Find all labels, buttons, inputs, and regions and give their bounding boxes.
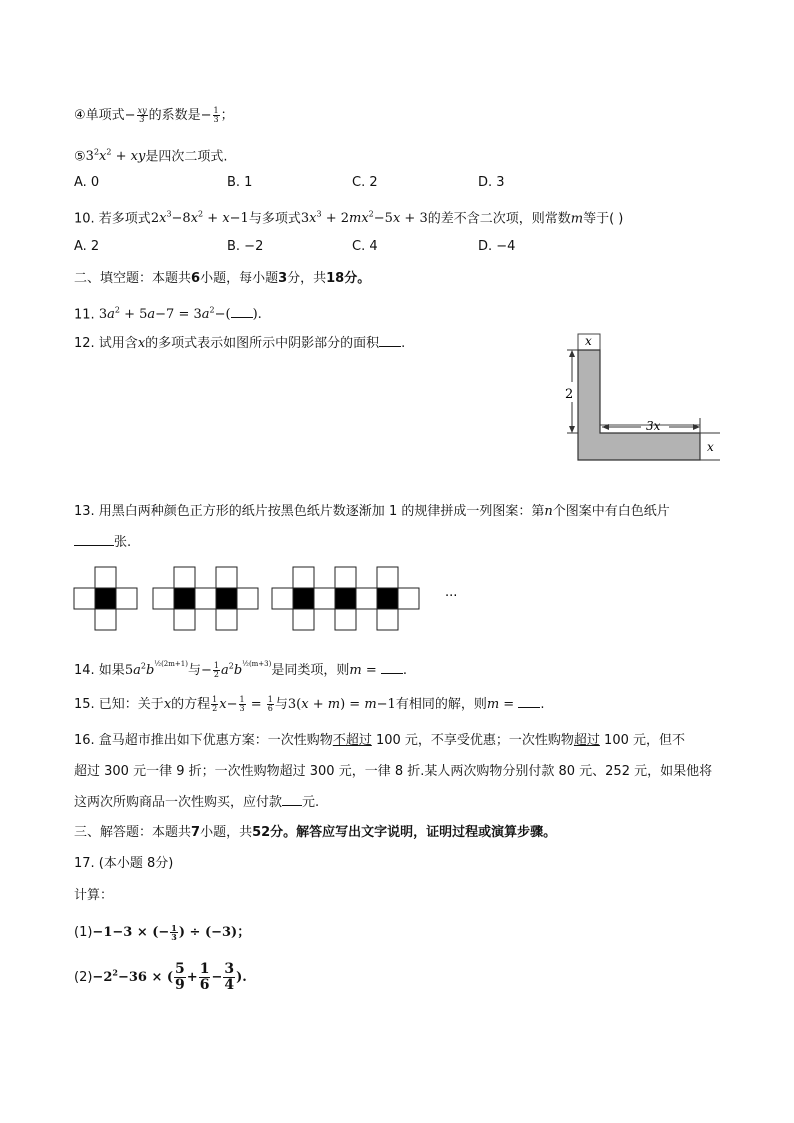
section2-total: 18 (326, 271, 345, 286)
fraction-1-over-3: $\frac{1}{3}$ (213, 106, 219, 124)
q9-item-5 (74, 143, 227, 167)
q16-line1-d: 超过 (573, 733, 600, 748)
q16-line2: 超过 300 元一律 9 折；一次性购物超过 300 元，一律 8 折.某人两次购物分别付款 80 元、252 元，如果他将 (74, 764, 713, 779)
q16-line1-a: 16. 盒马超市推出如下优惠方案：一次性购物 (74, 733, 333, 748)
fraction-xy-over-3: $\frac{xy}{3}$ (137, 106, 147, 124)
arrow-down-icon (569, 426, 575, 433)
answer-blank[interactable] (231, 304, 253, 318)
answer-blank[interactable] (518, 694, 540, 708)
expr-q17-p1: −1−3 × (− $\frac{1}{3}$ ) ÷ (−3)； (92, 923, 251, 942)
q15-mid: 的方程 (171, 697, 211, 712)
q17-p1-label: (1) (74, 925, 93, 940)
q10-end: 的差不含二次项，则常数 (427, 211, 571, 227)
section3-total: 52 (252, 825, 271, 840)
q17-p2-label: (2) (74, 970, 93, 985)
q9-item5-prefix: ⑤ (74, 149, 86, 165)
label-3x: 3x (646, 419, 661, 433)
q17-instruction: 计算： (74, 888, 114, 903)
section2-end: 分。 (344, 271, 371, 286)
section3-end: 分。解答应写出文字说明，证明过程或演算步骤。 (270, 825, 557, 840)
q9-option-d: D. 3 (478, 175, 505, 190)
q9-option-a: A. 0 (74, 175, 100, 190)
label-2: 2 (565, 387, 574, 402)
answer-blank[interactable] (282, 792, 302, 806)
expr-q17-p2: $-2^2-36$ × ( $\frac{5}{9}$ + $\frac{1}{6}$ − $\frac{3}{4}$ ). (92, 961, 247, 993)
q10-mid: 与多项式 (248, 211, 301, 227)
label-x-top: x (585, 334, 592, 348)
q16-line-3 (74, 792, 319, 813)
q16-line-2 (74, 762, 712, 782)
section2-mid2: 分，共 (287, 271, 327, 286)
q16-line1-c: 100 元，不享受优惠；一次性购物 (371, 733, 574, 748)
q15-prefix: 15. 已知：关于 (74, 697, 164, 712)
q17-title: 17. (本小题 8分) (74, 856, 174, 871)
q15-mid2: 与 (274, 697, 288, 712)
q9-option-c: C. 2 (352, 175, 378, 190)
q9-item5-end: 是四次二项式. (145, 149, 228, 165)
q14-mid: 与 (187, 663, 201, 678)
q16-line1-e: 100 元，但不 (599, 733, 685, 748)
q14-prefix: 14. 如果 (74, 663, 125, 678)
q10-option-a: A. 2 (74, 239, 100, 254)
q15: 15. 已知：关于x的方程 $\frac{1}{2}$ x− $\frac{1}{3}$ = $\frac{1}{6}$ 与3(x + m) = m−1有相同的解，则m = . (74, 695, 545, 713)
q17-part-2 (74, 962, 247, 993)
q12-var: x (137, 336, 146, 351)
q16-line-1 (74, 731, 685, 751)
q9-item4-prefix: ④单项式 (74, 108, 125, 123)
answer-blank[interactable] (74, 532, 114, 546)
q11 (74, 301, 262, 325)
expr-q14-term1: $5a^2b^{\frac{1}{2}(2m+1)}$ (124, 660, 188, 678)
q13-line-1 (74, 502, 670, 522)
section3-count: 7 (191, 825, 201, 840)
section2-points: 3 (278, 271, 288, 286)
answer-blank[interactable] (379, 333, 401, 347)
pattern-1 (74, 567, 137, 630)
q11-prefix: 11. (74, 307, 99, 323)
q10-prefix: 10. 若多项式 (74, 211, 151, 227)
q15-var: x (163, 697, 172, 712)
q10-stem (74, 205, 623, 229)
q17-part-1 (74, 923, 250, 943)
answer-blank[interactable] (381, 660, 403, 674)
q10-option-d: D. −4 (478, 239, 516, 254)
q16-line3-a: 这两次所购商品一次性购买，应付款 (74, 795, 283, 810)
q9-item4-end: ； (220, 108, 234, 123)
q13-line1-end: 个图案中有白色纸片 (552, 504, 670, 519)
q15-tail: . (540, 697, 545, 712)
q13-line-2 (74, 532, 131, 553)
q16-line3-b: 元. (302, 795, 320, 810)
shaded-region (578, 350, 700, 460)
expr-q15-eq2: 3(x + m) = m−1 (287, 697, 396, 712)
q10-var: m (570, 211, 584, 227)
expr-q11: $3a^2 + 5a-7 = 3a^2-$( ). (98, 306, 262, 323)
ellipsis: ··· (445, 589, 458, 604)
q16-line1-b: 不超过 (332, 733, 372, 748)
q14-end: 是同类项，则 (271, 663, 350, 678)
q15-end: 有相同的解，则 (395, 697, 487, 712)
expr-q14-term2: − $\frac{1}{2}$ $a^2b^{\frac{1}{2}(m+3)}$ (200, 660, 272, 679)
q14: 14. 如果$5a^2b^{\frac{1}{2}(2m+1)}$与− $\frac{1}{2}$ $a^2b^{\frac{1}{2}(m+3)}$是同类项，则m = . (74, 660, 408, 679)
q12-end: . (401, 336, 406, 351)
q12 (74, 333, 405, 354)
q13-line1-text: 13. 用黑白两种颜色正方形的纸片按黑色纸片数逐渐加 1 的规律拼成一列图案：第 (74, 504, 545, 519)
label-x-right: x (707, 440, 714, 454)
q12-text: 12. 试用含 (74, 336, 138, 351)
section2-mid1: 小题，每小题 (200, 271, 279, 286)
pattern-3 (272, 567, 419, 630)
pattern-figure (72, 566, 472, 636)
l-shape-figure (545, 330, 725, 465)
q10-tail: 等于( ) (583, 211, 624, 227)
q9-option-b: B. 1 (227, 175, 253, 190)
expr-q10-poly2: $3x^3 + 2mx^2-5x + 3$ (300, 210, 428, 227)
q13-var: n (544, 504, 553, 519)
q13-line2-end: 张. (114, 535, 132, 550)
q14-tail: . (402, 663, 408, 678)
expr-q9-item5: $3^2x^2$ + xy (85, 148, 146, 165)
section-2-heading (74, 269, 370, 289)
expr-q10-poly1: $2x^3-8x^2 + x-1$ (150, 210, 249, 227)
section3-mid1: 小题，共 (200, 825, 253, 840)
q10-option-b: B. −2 (227, 239, 264, 254)
q9-item4-mid: 的系数是 (148, 108, 201, 123)
section2-count: 6 (191, 271, 201, 286)
section2-prefix: 二、填空题：本题共 (74, 271, 192, 286)
section-3-heading (74, 823, 556, 843)
q12-text2: 的多项式表示如图所示中阴影部分的面积 (145, 336, 380, 351)
q10-option-c: C. 4 (352, 239, 378, 254)
q9-item-4: ④单项式− $\frac{xy}{3}$ 的系数是− $\frac{1}{3}$ ； (74, 106, 234, 124)
pattern-2 (153, 567, 258, 630)
arrow-up-icon (569, 350, 575, 357)
expr-q15-eq1: $\frac{1}{2}$ x− $\frac{1}{3}$ = $\frac{1}{6}$ (212, 695, 273, 713)
section3-prefix: 三、解答题：本题共 (74, 825, 192, 840)
